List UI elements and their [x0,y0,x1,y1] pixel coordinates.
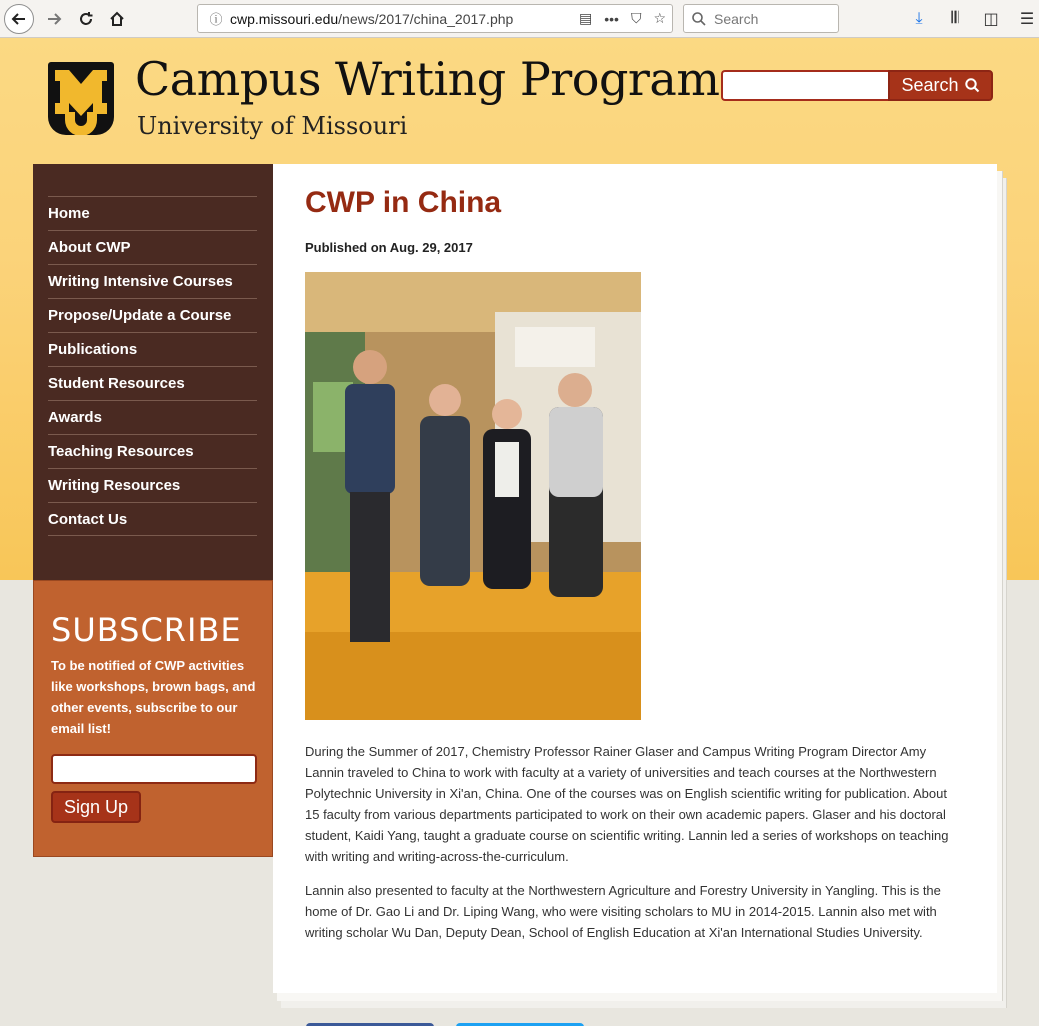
library-icon[interactable]: 𝄃𝄃 [951,10,959,27]
sidebar-item-publications[interactable]: Publications [48,332,257,366]
subscribe-text: To be notified of CWP activities like workshops, brown bags, and other events, subscribe to our email list! [51,658,256,736]
site-search-button[interactable]: Search [888,70,993,101]
download-icon[interactable]: ⤓ [915,10,923,27]
forward-arrow-icon[interactable] [40,5,68,33]
sign-up-button[interactable]: Sign Up [51,791,141,823]
url-text: cwp.missouri.edu/news/2017/china_2017.php [230,10,514,27]
mu-logo[interactable] [48,62,114,135]
subscribe-box [33,580,273,857]
reader-view-icon[interactable]: ▤ [578,10,593,26]
article-paragraph: Lannin also presented to faculty at the Northwestern Agriculture and Forestry University in Yangling. This is the home of Dr. Gao Li and Dr. Liping Wang, who were visiting scholars to MU in 2014-2015. Lannin also met with writing scholar Wu Dan, Deputy Dean, School of English Education at Xi'an International Studies University. [305,883,941,940]
subscribe-email-input[interactable] [51,754,257,784]
sidebar-item-teaching-resources[interactable]: Teaching Resources [48,434,257,468]
published-date: Published on Aug. 29, 2017 [305,240,473,255]
browser-search-input[interactable]: Search [683,4,839,33]
site-subtitle[interactable]: University of Missouri [137,112,408,140]
web-page [0,38,1039,1026]
subscribe-title: SUBSCRIBE [51,611,242,649]
sidebar-toggle-icon[interactable]: ◫ [983,11,999,28]
bookmark-star-icon[interactable]: ☆ [653,10,666,26]
sidebar-item-writing-resources[interactable]: Writing Resources [48,468,257,502]
site-search [721,70,993,101]
menu-icon[interactable]: ☰ [1019,11,1035,28]
page-actions-icon[interactable]: ••• [604,10,619,27]
sidebar-item-about[interactable]: About CWP [48,230,257,264]
group-photo [305,272,641,720]
reload-icon[interactable] [72,5,100,33]
sidebar-item-awards[interactable]: Awards [48,400,257,434]
article-paragraph: During the Summer of 2017, Chemistry Professor Rainer Glaser and Campus Writing Program Director Amy Lannin traveled to China to work with faculty at a variety of universities and teach courses at the Northwestern Polytechnic University in Xi'an, China. One of the courses was on English scientific writing for publication. About 15 faculty from various departments participated to work on their own academic papers. Glaser and his doctoral student, Kaidi Yang, taught a graduate course on scientific writing. Lannin led a series of workshops on teaching with writing and writing-across-the-curriculum. [305,744,949,864]
back-arrow-icon[interactable] [4,4,34,34]
sidebar-item-home[interactable]: Home [48,196,257,230]
sidebar-nav [33,164,273,580]
browser-toolbar [0,0,1039,38]
site-title[interactable]: Campus Writing Program [135,52,720,106]
home-icon[interactable] [103,5,131,33]
sidebar-item-propose-course[interactable]: Propose/Update a Course [48,298,257,332]
sidebar-item-student-resources[interactable]: Student Resources [48,366,257,400]
site-search-input[interactable] [721,70,888,101]
search-icon [692,12,706,26]
sidebar-item-contact[interactable]: Contact Us [48,502,257,536]
url-bar[interactable] [197,4,673,33]
pocket-icon[interactable]: ⛉ [630,10,642,26]
info-icon[interactable]: ⓘ [209,12,223,27]
article-title: CWP in China [305,186,502,219]
sidebar-item-writing-intensive[interactable]: Writing Intensive Courses [48,264,257,298]
article-panel [273,164,997,993]
magnifier-icon [965,78,980,93]
